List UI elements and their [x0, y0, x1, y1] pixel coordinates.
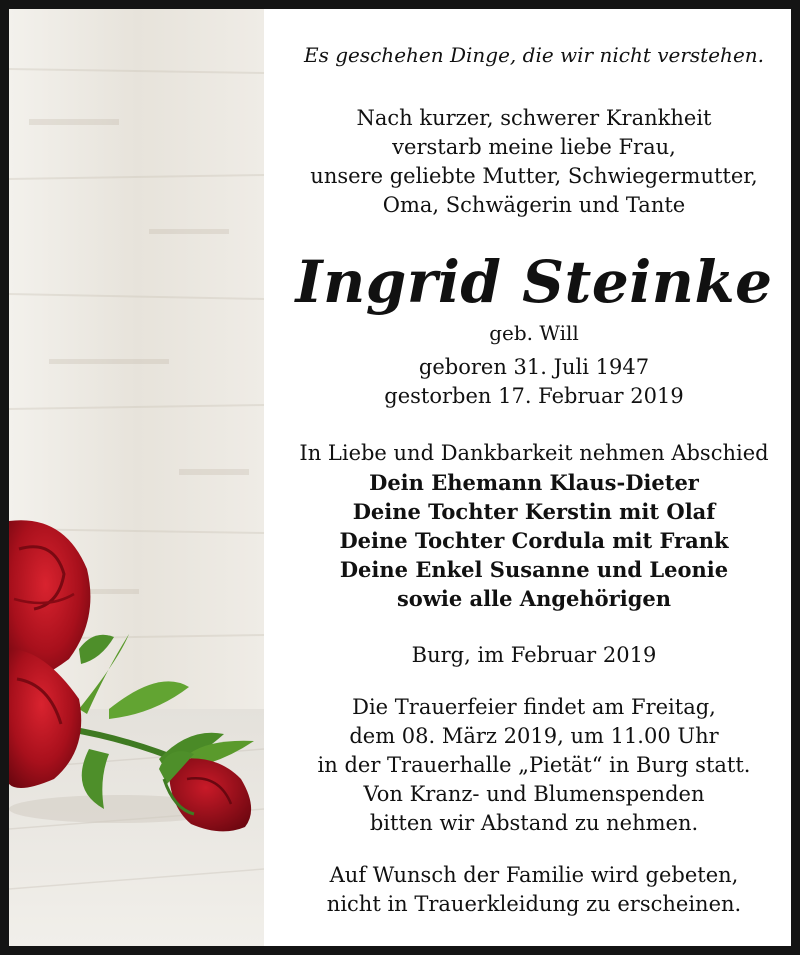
deceased-name: Ingrid Steinke — [295, 248, 773, 316]
notice-text — [277, 9, 791, 946]
mourner-name: Dein Ehemann Klaus-Dieter — [369, 470, 699, 495]
intro-line: unsere geliebte Mutter, Schwiegermutter, — [310, 164, 758, 188]
intro-line: Oma, Schwägerin und Tante — [382, 193, 686, 217]
motto: Es geschehen Dinge, die wir nicht verstehen. — [303, 43, 765, 67]
ceremony-line: dem 08. März 2019, um 11.00 Uhr — [349, 724, 719, 748]
mourner-name: sowie alle Angehörigen — [396, 586, 672, 611]
request-line: nicht in Trauerkleidung zu erscheinen. — [326, 892, 742, 916]
death-date: gestorben 17. Februar 2019 — [384, 384, 684, 408]
place-date: Burg, im Februar 2019 — [411, 643, 657, 667]
mourner-name: Deine Tochter Kerstin mit Olaf — [352, 499, 716, 524]
ceremony-line: in der Trauerhalle „Pietät“ in Burg statt. — [317, 753, 751, 777]
mourners-intro: In Liebe und Dankbarkeit nehmen Abschied — [299, 441, 769, 465]
ceremony-line: bitten wir Abstand zu nehmen. — [369, 811, 699, 835]
request-line: Auf Wunsch der Familie wird gebeten, — [329, 863, 739, 887]
ceremony-line: Von Kranz- und Blumenspenden — [363, 782, 705, 806]
mourner-name: Deine Tochter Cordula mit Frank — [339, 528, 729, 553]
birth-name: geb. Will — [489, 321, 579, 345]
birth-date: geboren 31. Juli 1947 — [418, 355, 650, 379]
mourner-name: Deine Enkel Susanne und Leonie — [339, 557, 729, 582]
roses-illustration — [9, 9, 264, 946]
ceremony-line: Die Trauerfeier findet am Freitag, — [352, 695, 716, 719]
roses-photo — [9, 9, 264, 946]
intro-line: verstarb meine liebe Frau, — [392, 135, 676, 159]
intro-line: Nach kurzer, schwerer Krankheit — [356, 106, 712, 130]
